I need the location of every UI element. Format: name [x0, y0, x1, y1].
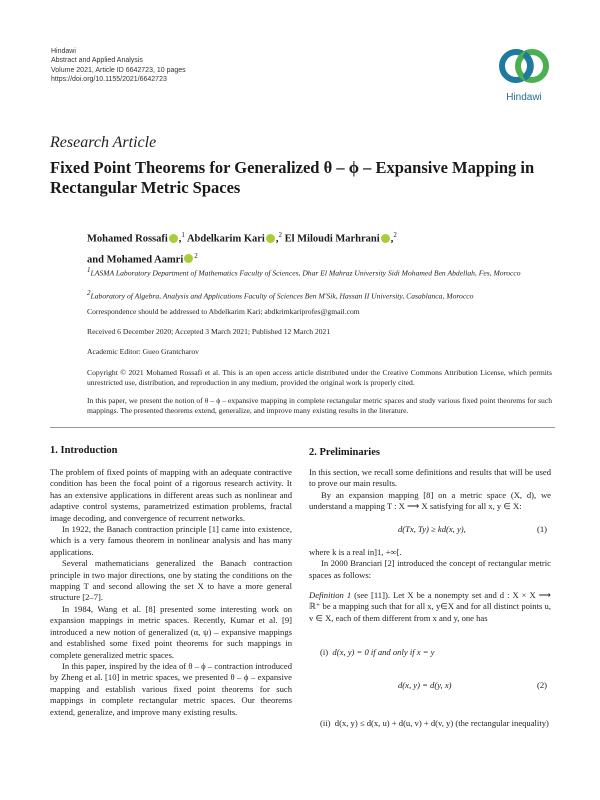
prelim-paragraph: In 2000 Branciari [2] introduced the concept of rectangular metric spaces as follows: — [309, 558, 551, 580]
intro-paragraph: Several mathematicians generalized the Banach contraction principle in two major directions, one by stating the conditions on the mapping T and second allowing the set X to have a more general structure [2–7]. — [50, 558, 292, 603]
item-label: (i) — [320, 647, 329, 657]
received-dates: Received 6 December 2020; Accepted 3 March 2021; Published 12 March 2021 — [87, 327, 331, 336]
intro-paragraph: In 1984, Wang et al. [8] presented some interesting work on expansion mappings in metric spaces. Recently, Kumar et al. [9] introduced a new notion of generalized (α, ψ) – expansive mappings and established some fixed point theorems for such mappings in complete generalized metric spaces. — [50, 603, 292, 660]
journal-doi[interactable]: https://doi.org/10.1155/2021/6642723 — [51, 76, 167, 84]
author-name[interactable]: Mohamed Aamri — [106, 254, 184, 265]
logo-text: Hindawi — [506, 92, 542, 103]
author-name[interactable]: Abdelkarim Kari — [186, 233, 265, 245]
prelim-heading: 2. Preliminaries — [309, 447, 380, 458]
abstract: In this paper, we present the notion of θ – ϕ – expansive mapping in complete rectangular metric spaces and study various fixed point theorems for such mappings. The presented theorems extend, generalize, and improve many existing results in the literature. — [87, 396, 552, 415]
affiliation-number: 2 — [87, 289, 91, 297]
paper-title: Fixed Point Theorems for Generalized θ – ϕ – Expansive Mapping in Rectangular Metric Spaces — [50, 158, 535, 197]
intro-heading: 1. Introduction — [50, 445, 118, 456]
author-affil-sup: 2 — [393, 231, 397, 239]
author-name[interactable]: El Miloudi Marhrani — [284, 233, 380, 245]
prelim-paragraph: In this section, we recall some definitions and results that will be used to prove our main results. — [309, 467, 551, 489]
equation-2: d(x, y) = d(y, x) — [398, 680, 452, 690]
prelim-paragraph: By an expansion mapping [8] on a metric space (X, d), we understand a mapping T : X ⟶ X satisfying for all x, y ∈ X: — [309, 489, 551, 512]
definition-label: Definition 1 — [309, 590, 352, 600]
hindawi-logo-icon — [496, 40, 552, 92]
journal-header — [51, 47, 186, 85]
prelim-body — [309, 467, 551, 513]
intro-paragraph: In 1922, the Banach contraction principle [1] came into existence, which is a very famous theorem in nonlinear analysis and has many applications. — [50, 524, 292, 557]
author-affil-sup: 2 — [278, 231, 282, 239]
author-list: Mohamed Rossafi ,$^1$ Abdelkarim Kari ,$^2$ El Miloudi Marhrani ,$^2$ and Mohamed Aamri $^2$ — [87, 231, 397, 265]
item-text: d(x, y) = 0 if and only if x = y — [332, 647, 435, 657]
academic-editor: Academic Editor: Gueo Grantcharov — [87, 347, 199, 356]
affiliation-1 — [87, 265, 559, 279]
definition-item-2 — [320, 718, 550, 729]
item-label: (ii) — [320, 718, 331, 728]
author-name[interactable]: Mohamed Rossafi — [87, 233, 168, 245]
affiliation-2 — [87, 288, 559, 302]
journal-name: Abstract and Applied Analysis — [51, 57, 143, 65]
copyright-notice: Copyright © 2021 Mohamed Rossafi et al. This is an open access article distributed under the Creative Commons Attribution License, which permits unrestricted use, distribution, and reproduction in any medium, provided the original work is properly cited. — [87, 368, 552, 387]
affiliation-number: 1 — [87, 266, 91, 274]
equation-1: d(Tx, Ty) ≥ kd(x, y), — [398, 524, 466, 534]
intro-paragraph: In this paper, inspired by the idea of θ – ϕ – contraction introduced by Zheng et al. [10] in metric spaces, we presented θ – ϕ – expansive mapping and establish various fixed point theorems for such mappings in complete rectangular metric spaces. Our theorems extend, generalize, and improve many existing results. — [50, 660, 292, 717]
equation-2-number: (2) — [537, 680, 548, 690]
intro-paragraph: The problem of fixed points of mapping with an adequate contractive condition has been the focal point of a rigorous research activity. It has an extensive applications in different areas such as nonlinear and adaptive control systems, parametrized estimation problems, fractal image decoding, and convergence of recurrent networks. — [50, 467, 292, 523]
prelim-paragraph: where k is a real in]1, +∞[. — [309, 547, 402, 557]
hindawi-logo — [496, 40, 552, 104]
prelim-body-2 — [309, 547, 551, 581]
orcid-icon[interactable] — [381, 234, 390, 243]
definition-item-1 — [320, 647, 548, 658]
intro-body — [50, 467, 292, 718]
correspondence: Correspondence should be addressed to Abdelkarim Kari; abdkrimkariprofes@gmail.com — [87, 307, 360, 316]
journal-publisher: Hindawi — [51, 48, 76, 55]
author-affil-sup: 1 — [181, 231, 185, 239]
definition-text: (see [11]). Let X be a nonempty set and d : X × X ⟶ ℝ⁺ be a mapping such that for all x, y∈X and for all distinct points u, v ∈ X, each of them different from x and y, one has — [309, 590, 552, 623]
affiliation-text: LASMA Laboratory Department of Mathematics Faculty of Sciences, Dhar El Mahraz University Sidi Mohamed Ben Abdellah, Fes, Morocco — [90, 268, 521, 278]
equation-1-number: (1) — [537, 524, 548, 534]
definition-1 — [309, 590, 551, 624]
section-divider — [50, 427, 555, 428]
item-text: d(x, y) ≤ d(x, u) + d(u, v) + d(v, y) (the rectangular inequality) — [334, 718, 549, 728]
affiliation-text: Laboratory of Algebra, Analysis and Applications Faculty of Sciences Ben M'Sik, Hassan II University, Casablanca, Morocco — [90, 291, 474, 301]
orcid-icon[interactable] — [169, 234, 178, 243]
author-affil-sup: 2 — [194, 251, 198, 260]
orcid-icon[interactable] — [266, 234, 275, 243]
orcid-icon[interactable] — [184, 254, 193, 263]
article-type: Research Article — [50, 134, 157, 151]
journal-volume: Volume 2021, Article ID 6642723, 10 pages — [51, 66, 186, 74]
